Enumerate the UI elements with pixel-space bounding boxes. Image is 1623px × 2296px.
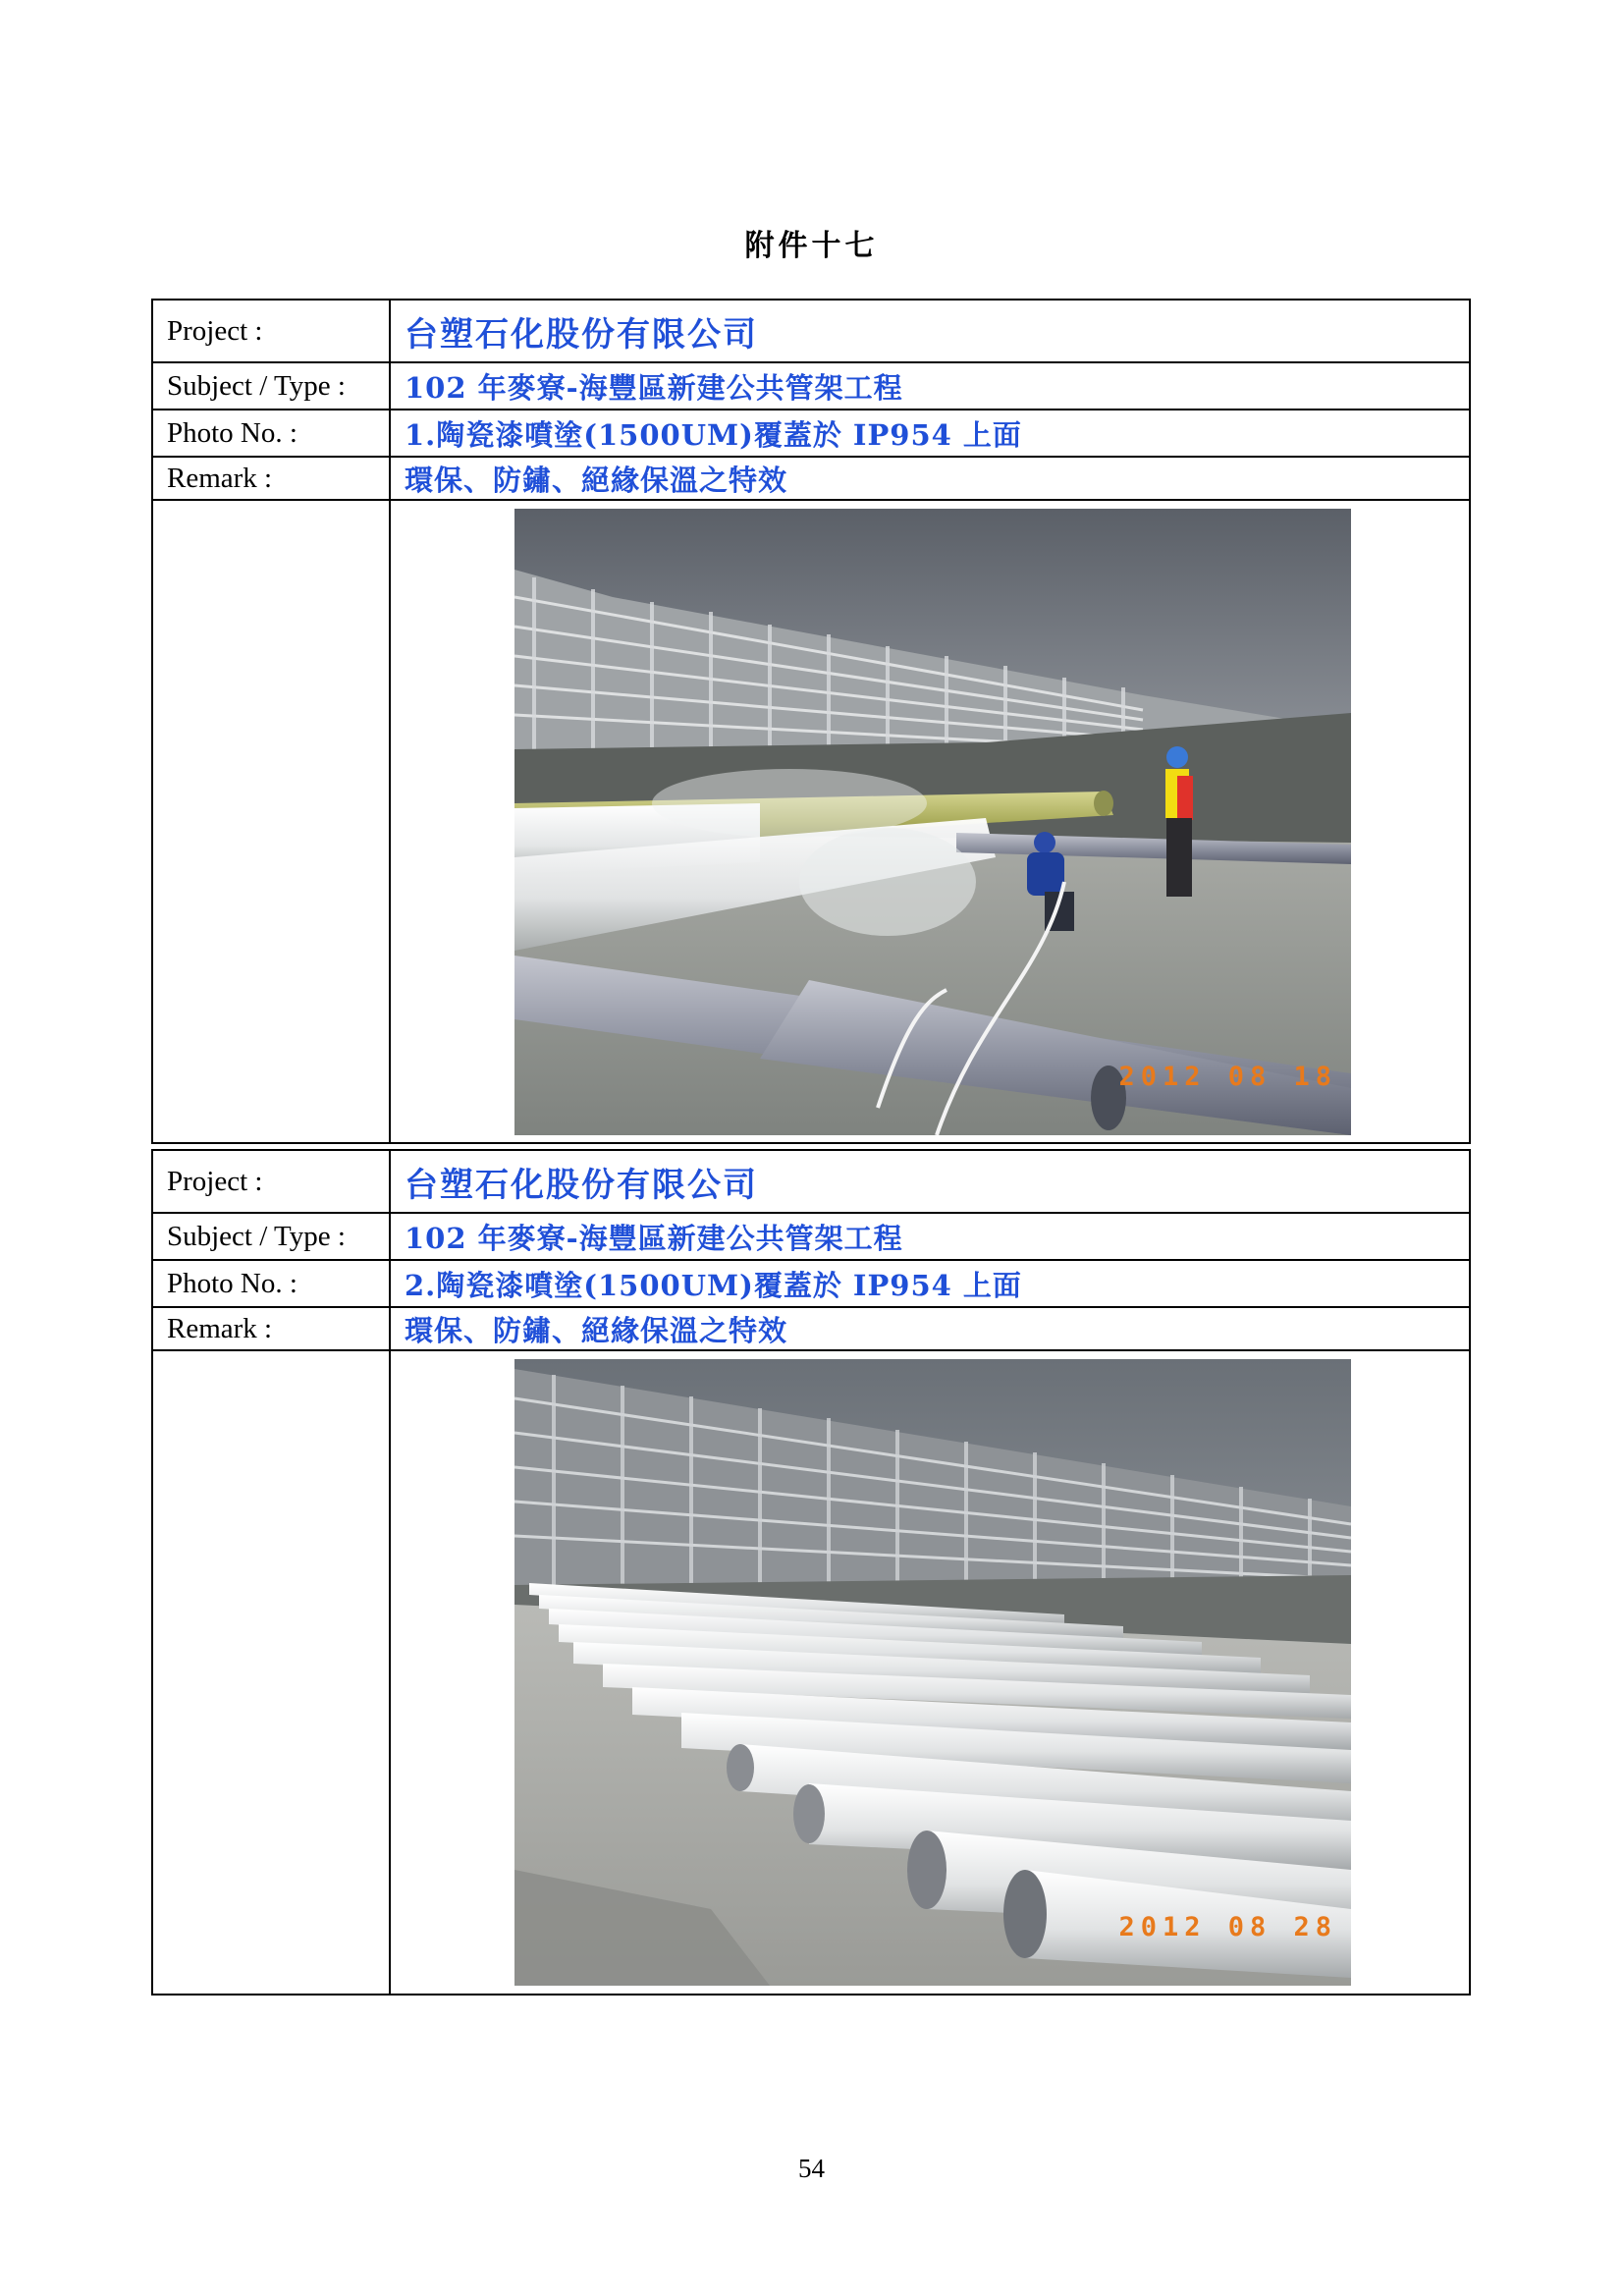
remark-label: Remark : <box>152 457 390 500</box>
subject-value: 102 年麥寮-海豐區新建公共管架工程 <box>390 1213 1470 1260</box>
project-label: Project : <box>152 300 390 362</box>
subject-label: Subject / Type : <box>152 1213 390 1260</box>
photo-no-label: Photo No. : <box>152 1260 390 1307</box>
subject-value: 102 年麥寮-海豐區新建公共管架工程 <box>390 362 1470 410</box>
photo-cell <box>390 500 1470 1143</box>
document-title: 附件十七 <box>744 229 879 263</box>
remark-value: 環保、防鏽、絕緣保溫之特效 <box>390 457 1470 500</box>
record-table-2 <box>151 1149 1471 1995</box>
photo-side-cell <box>152 1350 390 1995</box>
photo-date-stamp: 2012 08 18 <box>1118 1062 1337 1092</box>
site-photo-pipes <box>514 1359 1351 1986</box>
photo-date-stamp: 2012 08 28 <box>1118 1912 1337 1942</box>
page-number: 54 <box>798 2154 825 2183</box>
subject-label: Subject / Type : <box>152 362 390 410</box>
photo-no-value: 1.陶瓷漆噴塗(1500UM)覆蓋於 IP954 上面 <box>390 410 1470 457</box>
project-label: Project : <box>152 1150 390 1213</box>
project-value: 台塑石化股份有限公司 <box>390 300 1470 362</box>
record-table-1 <box>151 299 1471 1144</box>
project-value: 台塑石化股份有限公司 <box>390 1150 1470 1213</box>
photo-no-value: 2.陶瓷漆噴塗(1500UM)覆蓋於 IP954 上面 <box>390 1260 1470 1307</box>
photo-side-cell <box>152 500 390 1143</box>
photo-cell <box>390 1350 1470 1995</box>
photo-no-label: Photo No. : <box>152 410 390 457</box>
remark-value: 環保、防鏽、絕緣保溫之特效 <box>390 1307 1470 1350</box>
site-photo-spraying <box>514 509 1351 1135</box>
remark-label: Remark : <box>152 1307 390 1350</box>
